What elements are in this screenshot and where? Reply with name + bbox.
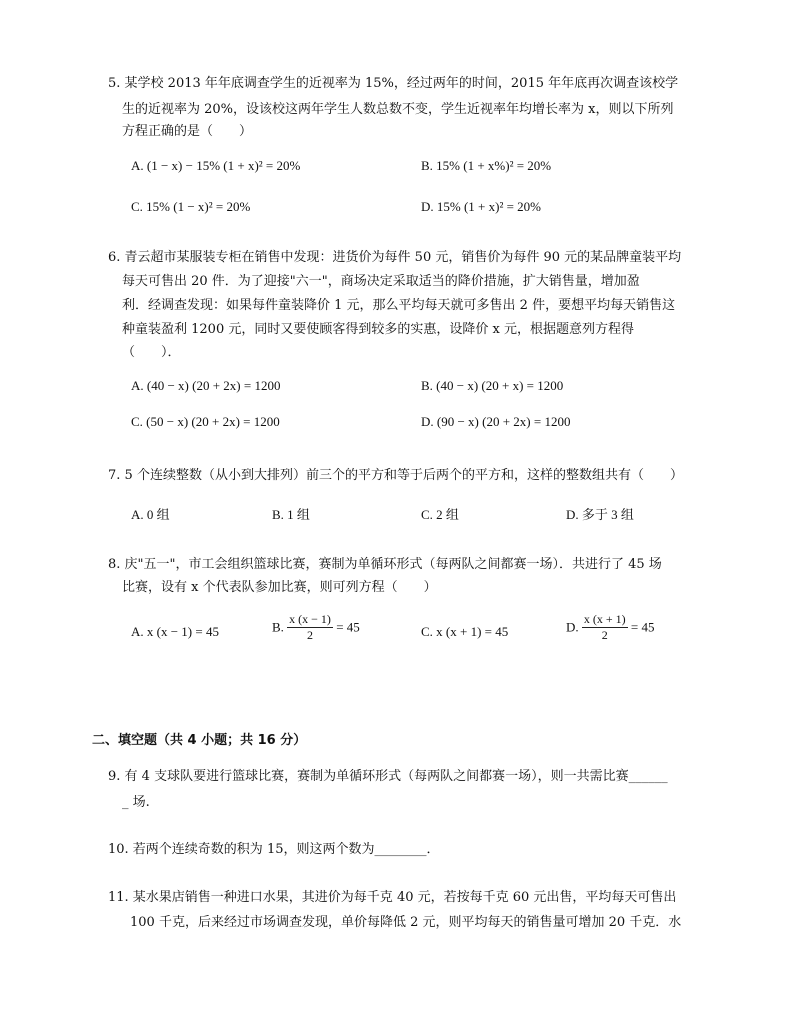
q9-line1: 9. 有 4 支球队要进行篮球比赛，赛制为单循环形式（每两队之间都赛一场），则一共需比赛______ xyxy=(108,769,668,784)
q8-line2: 比赛，设有 x 个代表队参加比赛，则可列方程（ ） xyxy=(122,580,437,595)
q11-line2: 100 千克，后来经过市场调查发现，单价每降低 2 元，则平均每天的销售量可增加 20 千克．水 xyxy=(130,915,682,930)
q6-line3: 利．经调查发现：如果每件童装降价 1 元，那么平均每天就可多售出 2 件，要想平均每天销售这 xyxy=(122,298,676,313)
q8-option-d-rhs: = 45 xyxy=(630,619,655,635)
section-title-fill-in: 二、填空题（共 4 小题；共 16 分） xyxy=(92,733,307,748)
q8-option-d-fraction xyxy=(582,612,628,643)
q8-option-b-denominator: 2 xyxy=(307,628,314,642)
q5-option-b: B. 15% (1 + x%)² = 20% xyxy=(421,158,552,173)
q5-option-d: D. 15% (1 + x)² = 20% xyxy=(421,199,542,214)
q8-option-b-label: B. xyxy=(272,619,284,635)
q8-option-a: A. x (x − 1) = 45 xyxy=(131,624,219,639)
q6-option-a: A. (40 − x) (20 + 2x) = 1200 xyxy=(131,378,281,393)
q6-line5: （ ）． xyxy=(122,345,181,360)
q7-line1: 7. 5 个连续整数（从小到大排列）前三个的平方和等于后两个的平方和，这样的整数组共有（ ） xyxy=(108,468,683,483)
q6-option-b: B. (40 − x) (20 + x) = 1200 xyxy=(421,378,564,393)
q7-option-b: B. 1 组 xyxy=(272,507,310,522)
q8-option-c: C. x (x + 1) = 45 xyxy=(421,624,509,639)
q8-option-b xyxy=(272,612,360,643)
q7-option-a: A. 0 组 xyxy=(131,507,170,522)
q5-line2: 生的近视率为 20%，设该校这两年学生人数总数不变，学生近视率年均增长率为 x，则以下所列 xyxy=(122,102,674,117)
q8-line1: 8. 庆"五一"，市工会组织篮球比赛，赛制为单循环形式（每两队之间都赛一场）．共进行了 45 场 xyxy=(108,557,662,572)
q6-line4: 种童装盈利 1200 元，同时又要使顾客得到较多的实惠，设降价 x 元，根据题意列方程得 xyxy=(122,322,634,337)
q11-line1: 11. 某水果店销售一种进口水果，其进价为每千克 40 元，若按每千克 60 元出售，平均每天可售出 xyxy=(108,890,677,905)
q7-option-c: C. 2 组 xyxy=(421,507,459,522)
q8-option-b-rhs: = 45 xyxy=(336,619,360,635)
q5-option-a: A. (1 − x) − 15% (1 + x)² = 20% xyxy=(131,158,301,173)
q5-option-c: C. 15% (1 − x)² = 20% xyxy=(131,199,251,214)
q10-line1: 10. 若两个连续奇数的积为 15，则这两个数为________． xyxy=(108,842,440,857)
q6-option-c: C. (50 − x) (20 + 2x) = 1200 xyxy=(131,414,280,429)
q5-line3: 方程正确的是（ ） xyxy=(122,124,253,139)
q7-option-d: D. 多于 3 组 xyxy=(566,507,634,522)
q8-option-b-numerator: x (x − 1) xyxy=(289,612,331,626)
q8-option-d-denominator: 2 xyxy=(601,628,608,642)
q8-option-b-fraction xyxy=(287,612,333,643)
q8-option-d-numerator: x (x + 1) xyxy=(583,612,626,626)
q6-line1: 6. 青云超市某服装专柜在销售中发现：进货价为每件 50 元，销售价为每件 90 元的某品牌童装平均 xyxy=(108,250,682,265)
q6-option-d: D. (90 − x) (20 + 2x) = 1200 xyxy=(421,414,571,429)
q8-option-d xyxy=(566,612,655,643)
q5-line1: 5. 某学校 2013 年年底调查学生的近视率为 15%，经过两年的时间，2015 年年底再次调查该校学 xyxy=(108,76,679,91)
q9-line2: _ 场. xyxy=(122,795,150,810)
q6-line2: 每天可售出 20 件．为了迎接"六一"，商场决定采取适当的降价措施，扩大销售量，增加盈 xyxy=(122,274,640,289)
q8-option-d-label: D. xyxy=(566,619,579,635)
